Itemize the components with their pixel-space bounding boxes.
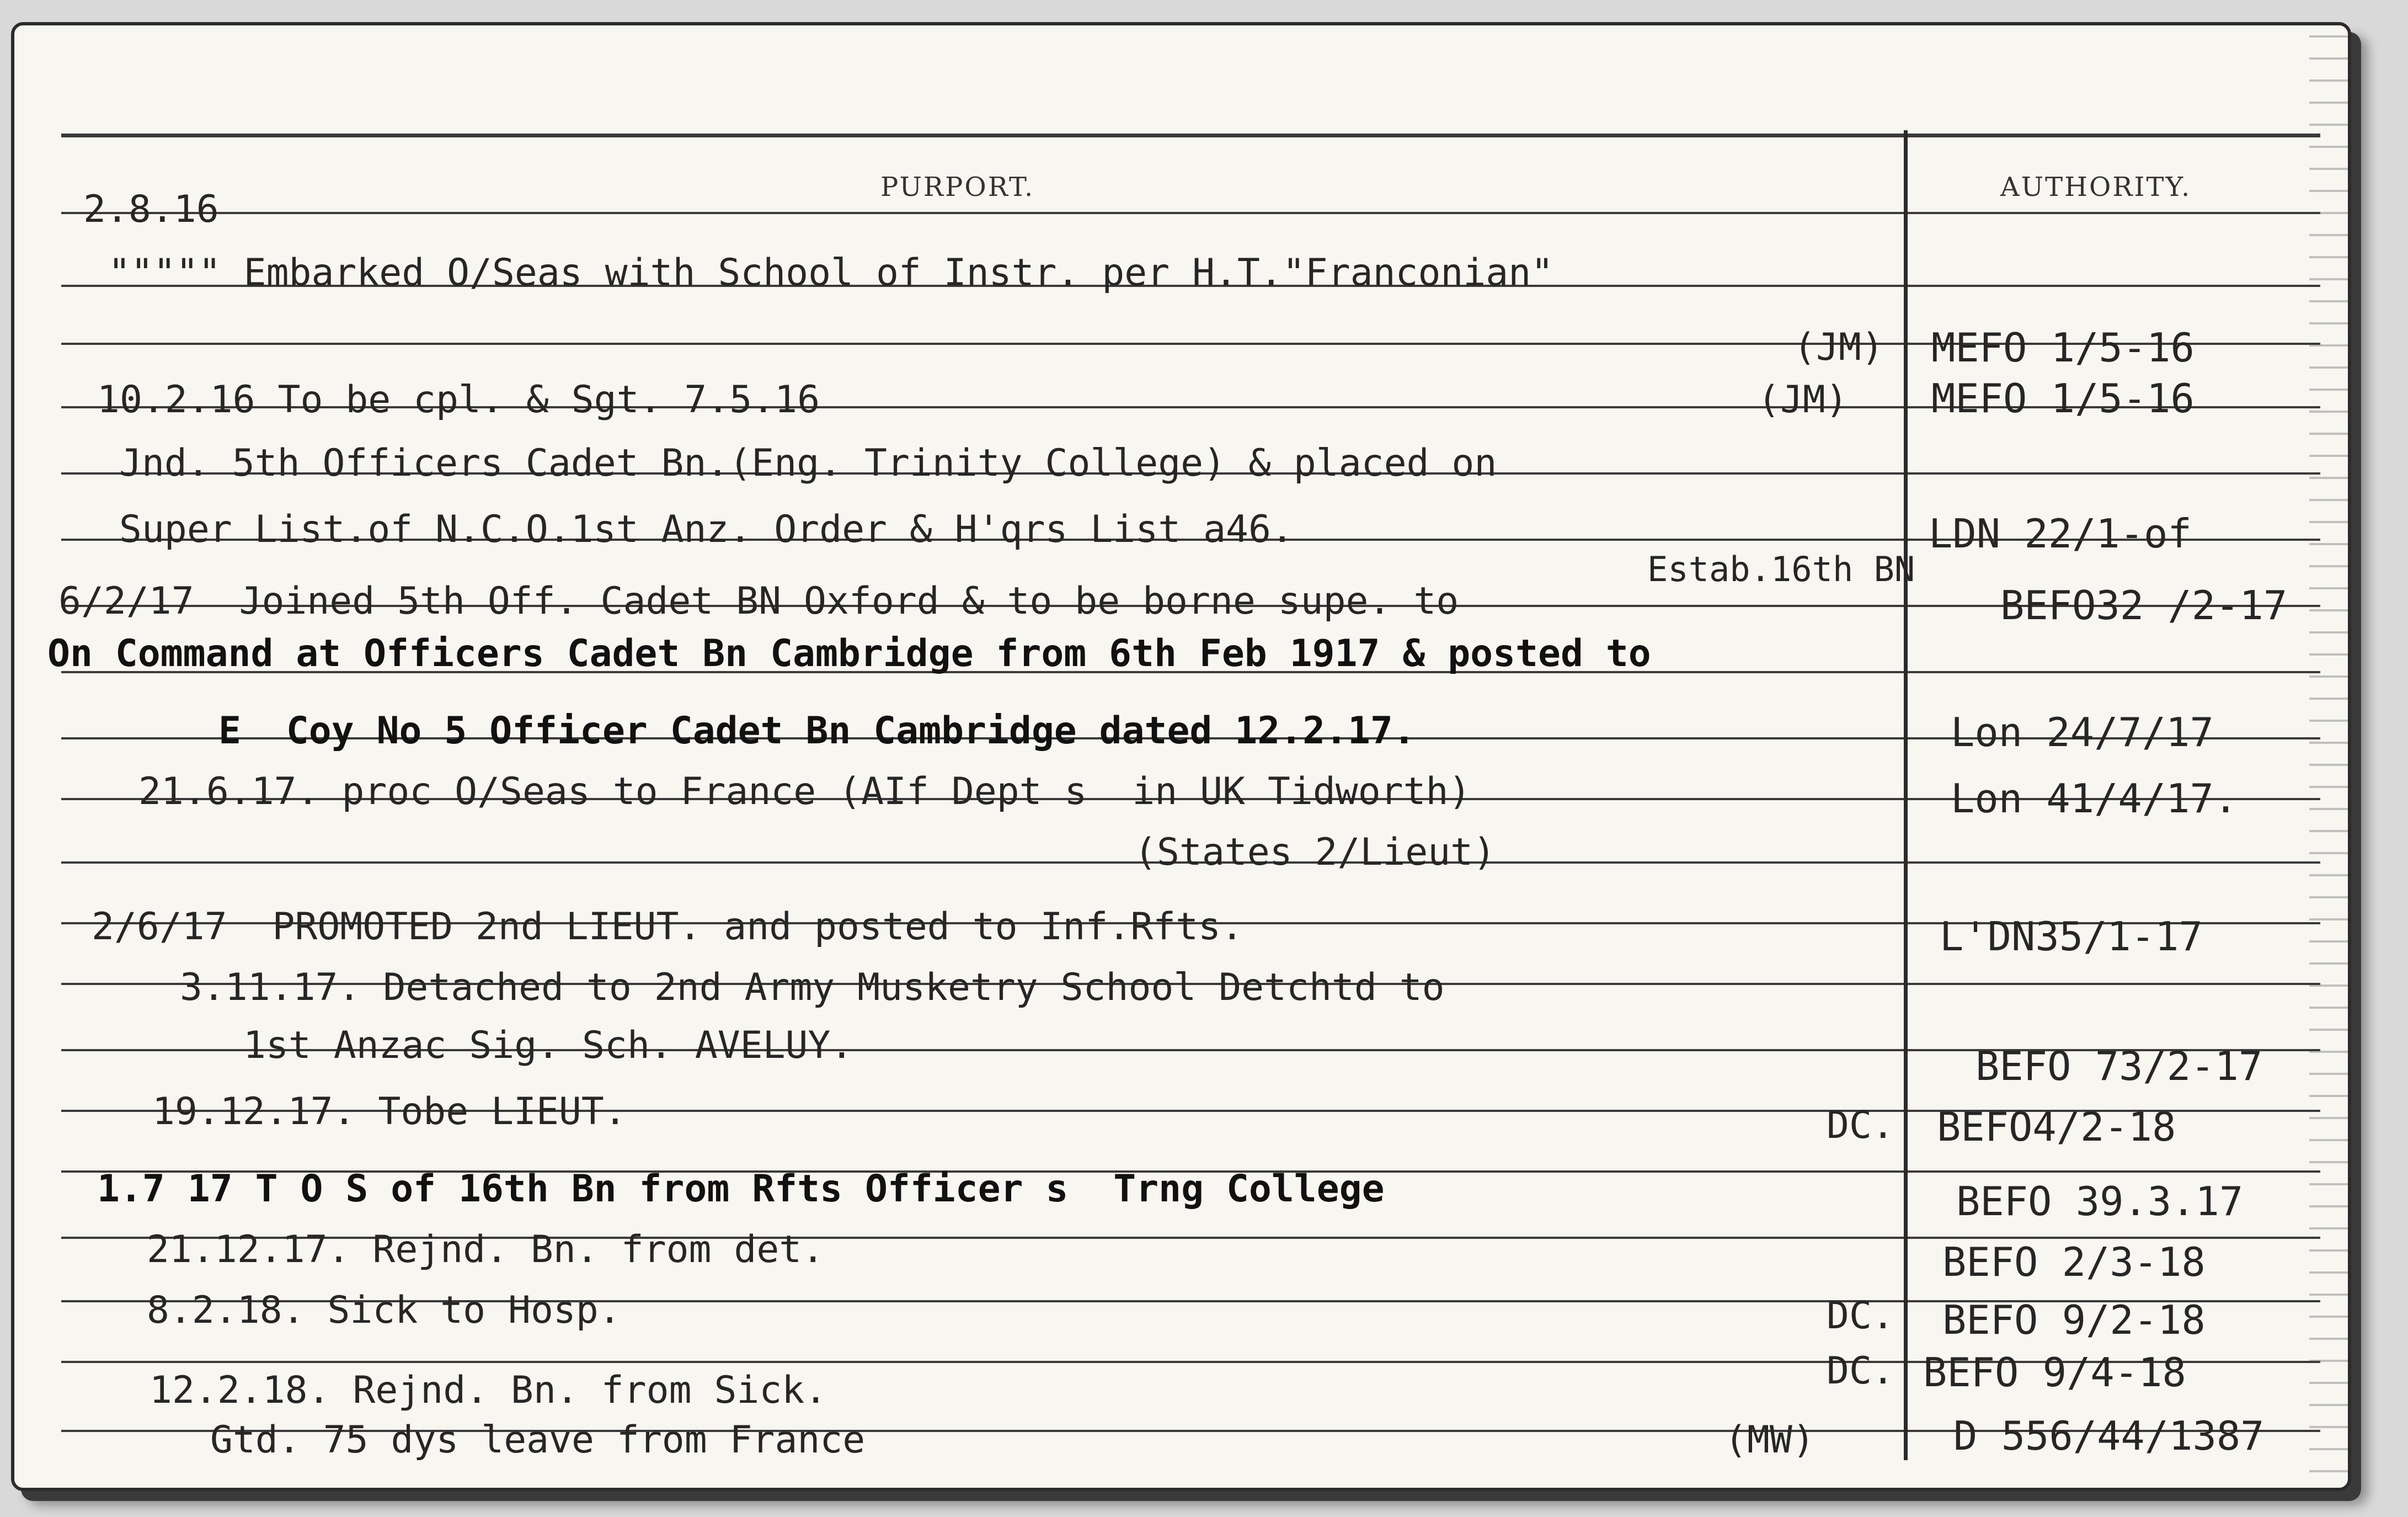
entry-authority: Lon 41/4/17. [1951, 775, 2238, 822]
entry-purport: 1st Anzac Sig. Sch. AVELUY. [243, 1024, 853, 1067]
ruled-line [61, 212, 2320, 214]
column-divider [1904, 130, 1908, 1460]
entry-purport: 6/2/17 Joined 5th Off. Cadet BN Oxford & to be borne supe. to [58, 579, 1459, 623]
entry-purport: 3.11.17. Detached to 2nd Army Musketry School Detchtd to [180, 966, 1445, 1009]
entry-purport: 12.2.18. Rejnd. Bn. from Sick. [150, 1369, 827, 1412]
entry-purport: 1.7 17 T O S of 16th Bn from Rfts Officer s Trng College [97, 1167, 1385, 1211]
entry-purport: 2/6/17 PROMOTED 2nd LIEUT. and posted to Inf.Rfts. [92, 905, 1243, 949]
entry-authority: BEFO4/2-18 [1937, 1104, 2176, 1150]
entry-authority: Lon 24/7/17 [1951, 709, 2214, 755]
entry-purport: 8.2.18. Sick to Hosp. [147, 1289, 621, 1332]
entry-authority: BEFO 9/4-18 [1923, 1349, 2186, 1396]
entry-purport: 21.12.17. Rejnd. Bn. from det. [147, 1228, 825, 1271]
entry-authority: L'DN35/1-17 [1940, 913, 2203, 960]
entry-purport: Jnd. 5th Officers Cadet Bn.(Eng. Trinity College) & placed on [119, 441, 1497, 485]
entry-purport: (States 2/Lieut) [1134, 831, 1496, 874]
purport-header: PURPORT. [880, 172, 1035, 203]
entry-initials: DC. [1827, 1104, 1894, 1147]
entry-authority: BEFO32 /2-17 [2000, 582, 2288, 629]
entry-annotation: Estab.16th BN [1647, 549, 1915, 589]
entry-purport: On Command at Officers Cadet Bn Cambridge from 6th Feb 1917 & posted to [47, 632, 1651, 675]
card-edge-texture [2309, 25, 2348, 1488]
entry-authority: MEFO 1/5-16 [1931, 324, 2195, 371]
entry-initials: (JM) [1793, 326, 1884, 369]
entry-initials: DC. [1827, 1294, 1894, 1338]
entry-purport: Gtd. 75 dys leave from France [210, 1418, 866, 1462]
entry-initials: (JM) [1758, 378, 1848, 422]
entry-authority: BEFO 39.3.17 [1956, 1178, 2244, 1225]
entry-purport: 21.6.17. proc O/Seas to France (AIf Dept s in UK Tidworth) [138, 770, 1471, 813]
authority-header: AUTHORITY. [2000, 172, 2192, 203]
entry-authority: MEFO 1/5-16 [1931, 375, 2195, 422]
header-rule [61, 134, 2320, 137]
entry-authority: D 556/44/1387 [1953, 1413, 2265, 1459]
entry-purport: """"" Embarked O/Seas with School of Instr. per H.T."Franconian" [108, 251, 1554, 295]
entry-purport: Super List.of N.C.O.1st Anz. Order & H'qrs List a46. [119, 508, 1294, 551]
entry-authority: LDN 22/1-of [1929, 510, 2192, 557]
entry-date: 2.8.16 [83, 188, 219, 231]
entry-purport: E Coy No 5 Officer Cadet Bn Cambridge dated 12.2.17. [218, 709, 1416, 753]
entry-purport: 19.12.17. Tobe LIEUT. [152, 1090, 627, 1133]
entry-authority: BEFO 9/2-18 [1942, 1297, 2206, 1343]
entry-initials: (MW) [1724, 1418, 1815, 1462]
entry-initials: DC. [1827, 1349, 1894, 1393]
entry-authority: BEFO 2/3-18 [1942, 1239, 2206, 1285]
entry-authority: BEFO 73/2-17 [1975, 1043, 2263, 1089]
service-record-card [11, 22, 2351, 1491]
entry-purport: 10.2.16 To be cpl. & Sgt. 7.5.16 [97, 378, 820, 422]
